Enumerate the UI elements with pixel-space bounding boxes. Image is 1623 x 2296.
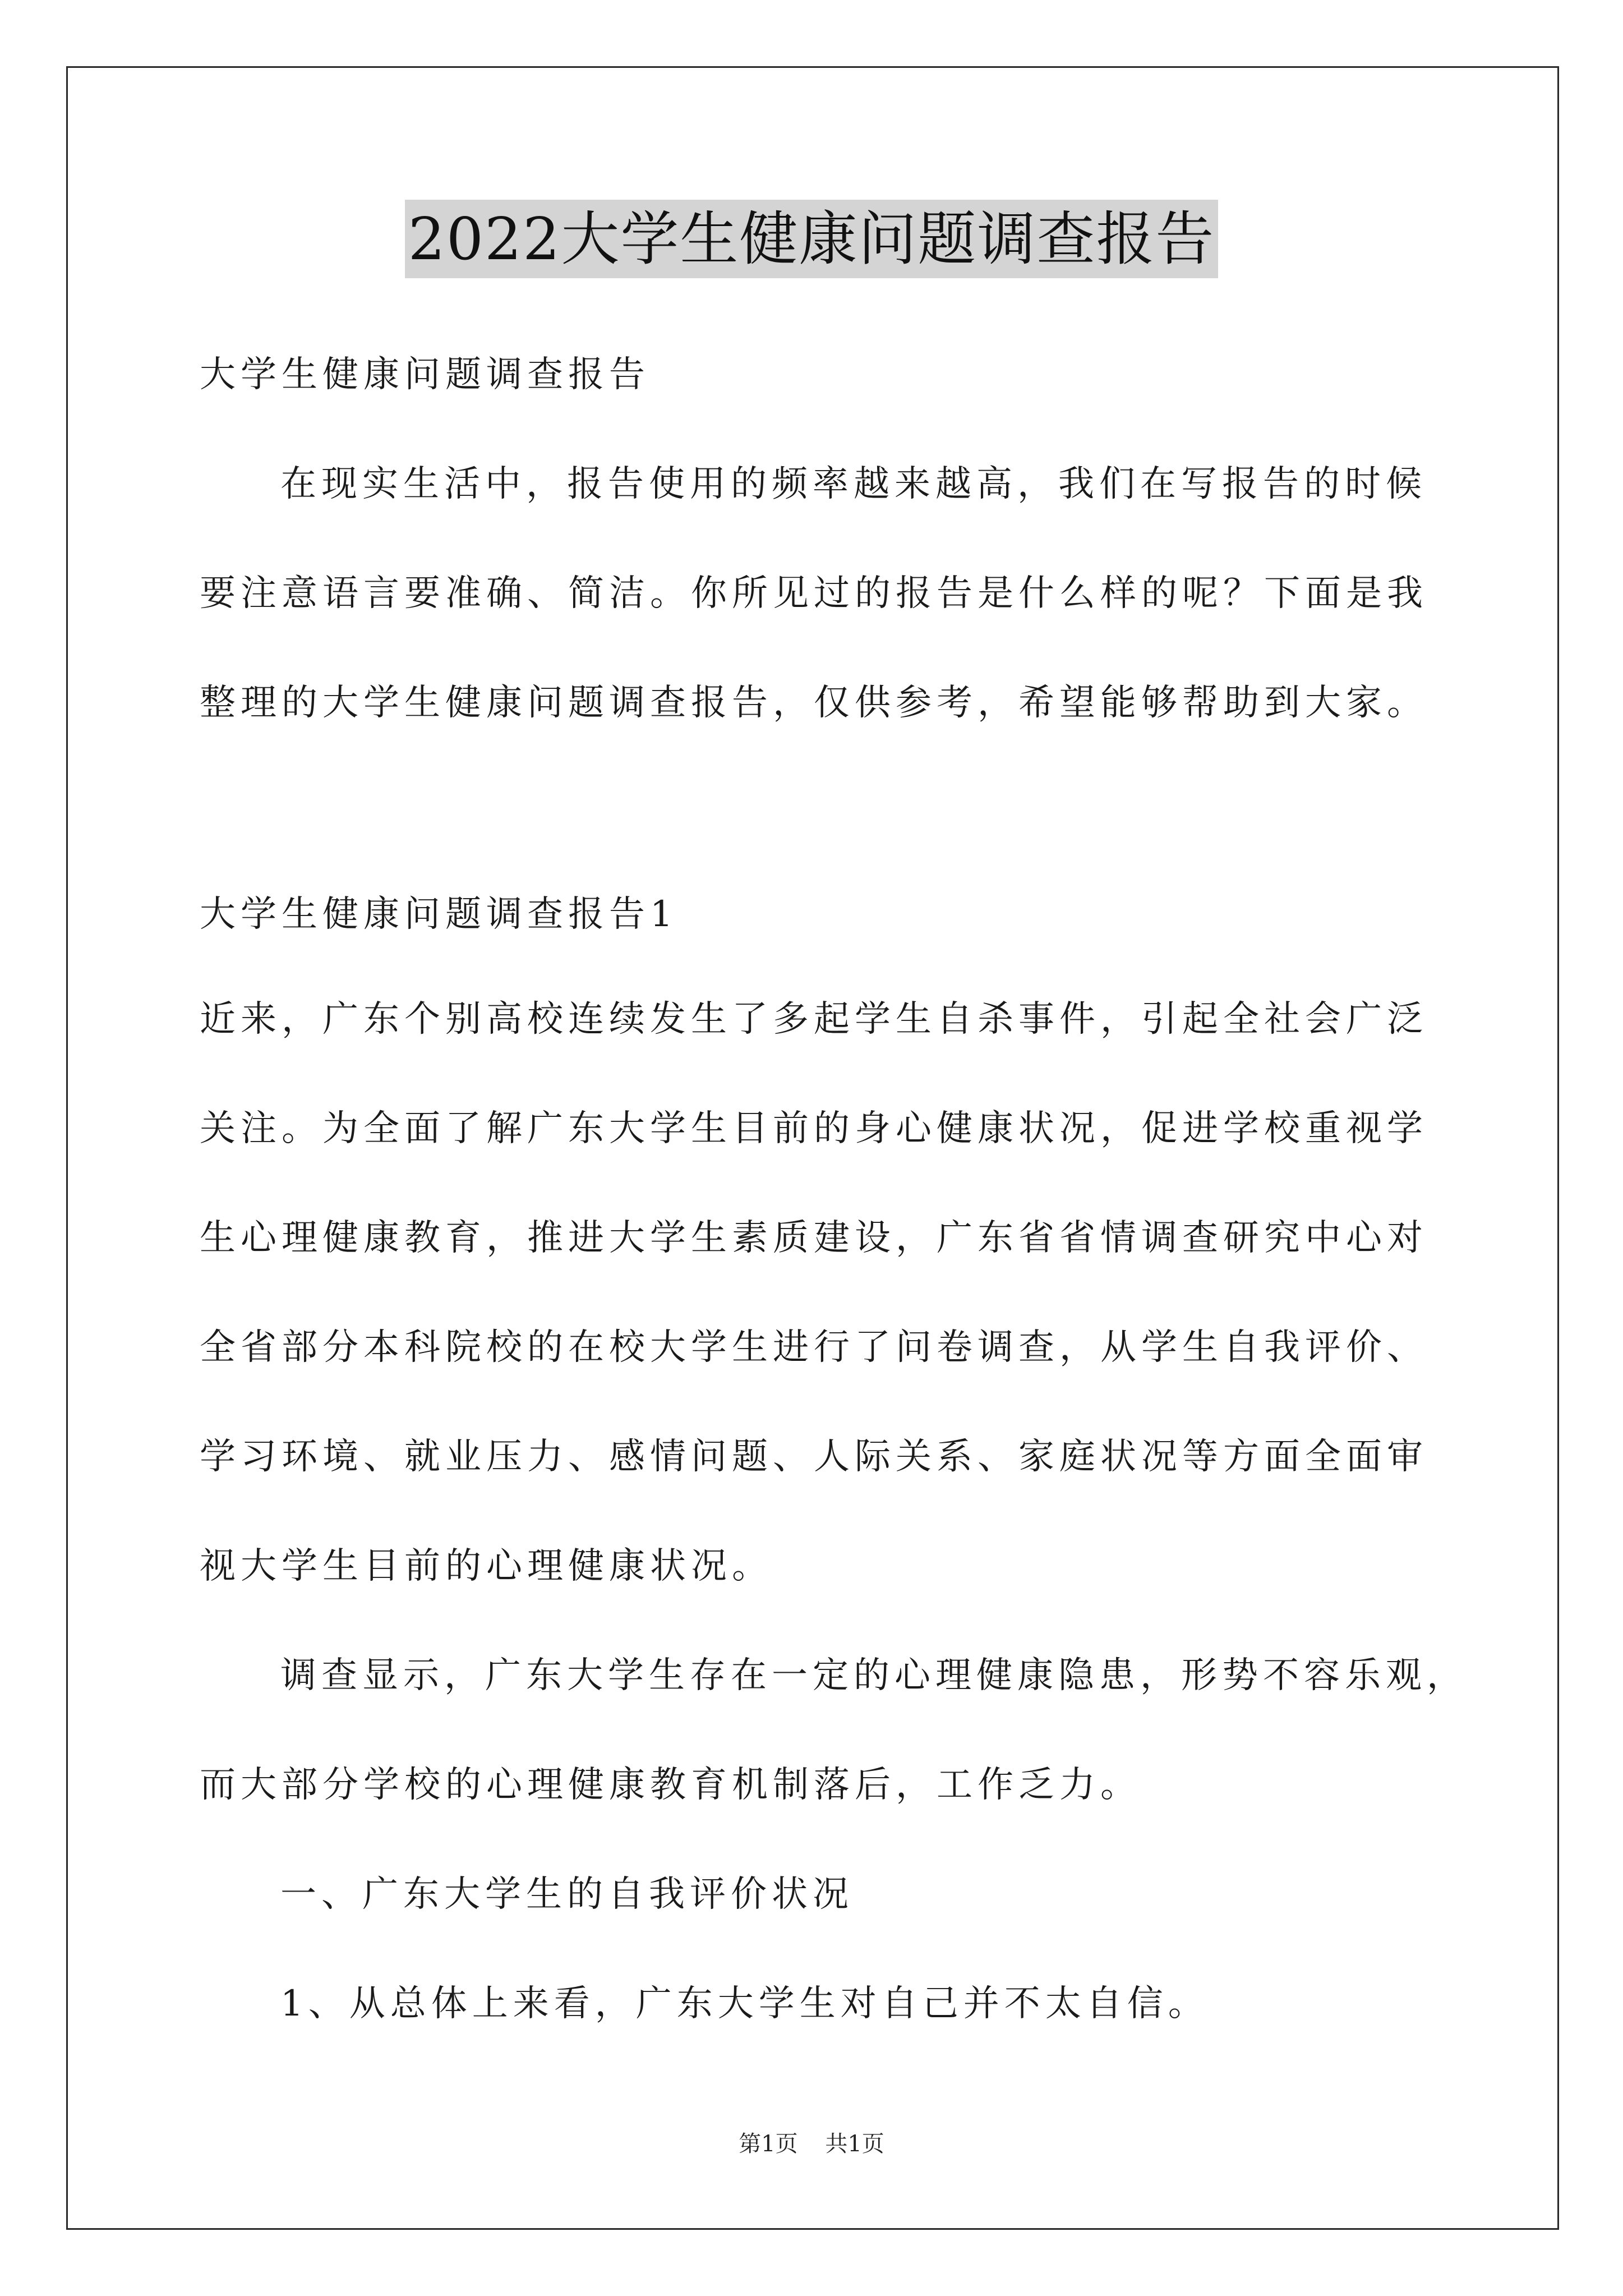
para1-line-5: 学习环境、就业压力、感情问题、人际关系、家庭状况等方面全面审 (200, 1436, 1428, 1478)
intro-line-3: 整理的大学生健康问题调查报告，仅供参考，希望能够帮助到大家。 (200, 682, 1428, 724)
para1-line-6: 视大学生目前的心理健康状况。 (200, 1545, 773, 1587)
section-heading: 大学生健康问题调查报告1 (200, 894, 678, 935)
para1-line-2: 关注。为全面了解广东大学生目前的身心健康状况，促进学校重视学 (200, 1108, 1428, 1149)
para2-line-1: 调查显示，广东大学生存在一定的心理健康隐患，形势不容乐观， (280, 1655, 1468, 1696)
title-container (0, 200, 1623, 278)
page-footer (0, 2129, 1623, 2159)
document-title: 2022大学生健康问题调查报告 (405, 200, 1219, 278)
para1-line-4: 全省部分本科院校的在校大学生进行了问卷调查，从学生自我评价、 (200, 1327, 1428, 1368)
item-one: 1、从总体上来看，广东大学生对自己并不太自信。 (280, 1983, 1209, 2024)
para1-line-3: 生心理健康教育，推进大学生素质建设，广东省省情调查研究中心对 (200, 1217, 1428, 1259)
page-number-total: 共1页 (825, 2131, 884, 2157)
para1-line-1: 近来，广东个别高校连续发生了多起学生自杀事件，引起全社会广泛 (200, 999, 1428, 1040)
para2-line-2: 而大部分学校的心理健康教育机制落后，工作乏力。 (200, 1764, 1141, 1806)
document-subtitle: 大学生健康问题调查报告 (200, 354, 650, 395)
heading-one: 一、广东大学生的自我评价状况 (280, 1874, 854, 1915)
intro-line-1: 在现实生活中，报告使用的频率越来越高，我们在写报告的时候 (280, 463, 1427, 505)
page-number-current: 第1页 (739, 2131, 798, 2157)
intro-line-2: 要注意语言要准确、简洁。你所见过的报告是什么样的呢？下面是我 (200, 573, 1428, 614)
